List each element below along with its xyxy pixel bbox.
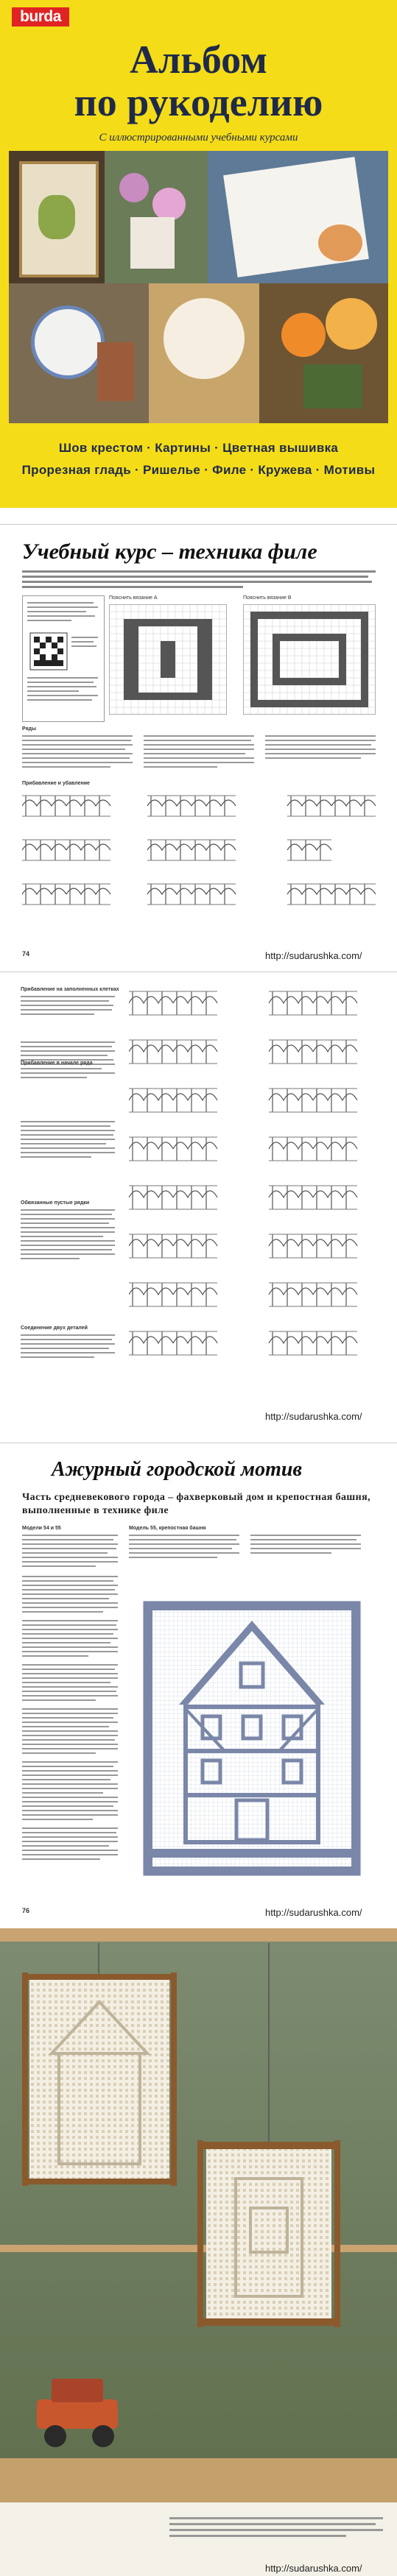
watermark-url-1: http://sudarushka.com/ bbox=[265, 950, 362, 961]
col2-title: Модель 55, крепостная башня bbox=[129, 1526, 206, 1531]
intro-text-block bbox=[22, 570, 376, 592]
photo-orange-flowers bbox=[259, 283, 388, 423]
section-increase-title: Прибавление и убавление bbox=[22, 781, 90, 786]
cover-subtitle: С иллюстрированными учебными курсами bbox=[99, 132, 298, 144]
burda-logo: burda bbox=[12, 7, 69, 26]
panel-b bbox=[243, 595, 376, 721]
p2-section-2: Прибавление в начале ряда bbox=[21, 1061, 93, 1066]
col1-title: Модели 54 и 55 bbox=[22, 1526, 61, 1531]
p2-section-4: Соединение двух деталей bbox=[21, 1326, 88, 1331]
watermark-url-3: http://sudarushka.com/ bbox=[265, 1907, 362, 1918]
framed-lace-house bbox=[22, 1943, 177, 2186]
p2-text-column bbox=[21, 996, 116, 1393]
page-city-motif bbox=[0, 1443, 397, 1925]
cover-title-line1: Альбом bbox=[130, 38, 267, 82]
magazine-cover bbox=[0, 0, 397, 508]
page3-subtitle: Часть средневекового города – фахверковый дом и крепостная башня, выполненные в технике филе bbox=[22, 1492, 370, 1516]
p2-stitch-diagrams bbox=[129, 987, 379, 1384]
filet-house-chart bbox=[129, 1594, 372, 1889]
section-rows-title: Ряды bbox=[22, 726, 37, 732]
page3-text-left bbox=[22, 1576, 118, 1900]
cover-photo-collage bbox=[9, 151, 388, 423]
photo-white-embroidery bbox=[208, 151, 388, 283]
panel-a-label: Пояснить вязание А bbox=[109, 595, 158, 601]
photo-framed-picture bbox=[9, 151, 105, 283]
p2-section-3: Обвязанные пустые рядки bbox=[21, 1200, 90, 1206]
photo-scene bbox=[0, 1928, 397, 2576]
watermark-url-2: http://sudarushka.com/ bbox=[265, 1411, 362, 1422]
page-filet-continued bbox=[0, 972, 397, 1429]
page1-number: 74 bbox=[22, 950, 30, 958]
photo-flowers bbox=[105, 151, 208, 283]
finished-works-photo bbox=[0, 1928, 397, 2576]
stitch-diagrams bbox=[22, 791, 376, 938]
watermark-url-4: http://sudarushka.com/ bbox=[265, 2563, 362, 2574]
panel-b-label: Пояснить вязание В bbox=[243, 595, 292, 601]
p2-section-1: Прибавление на заполненных клетках bbox=[21, 987, 119, 992]
page3-heading: Ажурный городской мотив bbox=[52, 1458, 302, 1481]
page-filet-course bbox=[0, 524, 397, 966]
cover-title bbox=[0, 38, 397, 124]
cover-caption-1: Шов крестом · Картины · Цветная вышивка bbox=[58, 441, 339, 455]
panel-a bbox=[109, 595, 227, 721]
cover-title-line2: по рукоделию bbox=[74, 80, 323, 124]
photo-lace bbox=[149, 283, 259, 423]
panel-b-grid bbox=[243, 604, 376, 715]
page1-heading: Учебный курс – техника филе bbox=[22, 539, 317, 564]
sample-box bbox=[22, 595, 105, 722]
page3-number: 76 bbox=[22, 1907, 30, 1914]
photo-table-setting bbox=[9, 283, 149, 423]
cover-caption-2: Прорезная гладь · Ришелье · Филе · Кружева · Мотивы bbox=[21, 463, 376, 477]
panel-a-grid bbox=[109, 604, 227, 715]
